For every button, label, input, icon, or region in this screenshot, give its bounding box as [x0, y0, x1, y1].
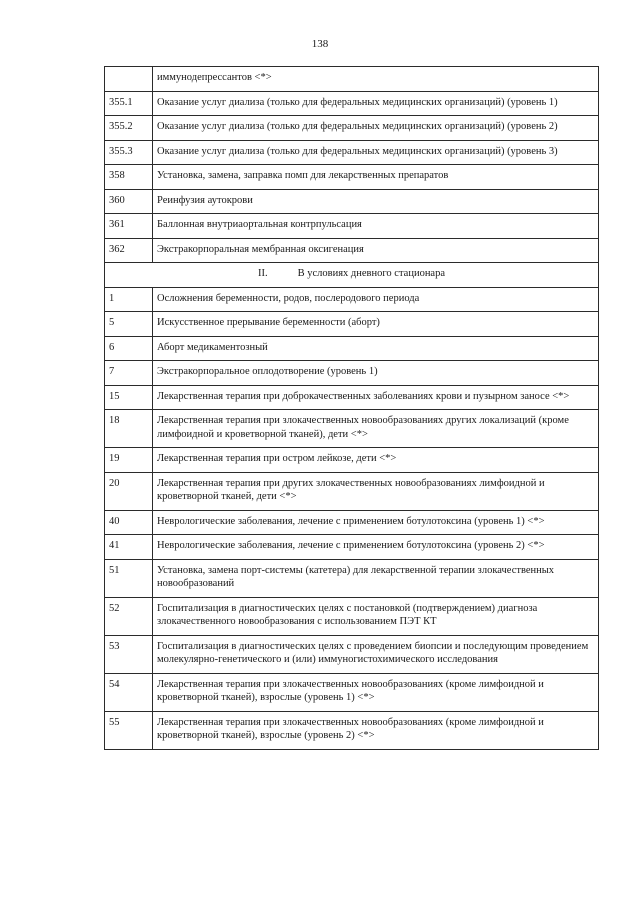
row-code: 20: [105, 472, 153, 510]
row-code: 362: [105, 238, 153, 263]
row-code: 40: [105, 510, 153, 535]
row-text: Лекарственная терапия при остром лейкозе, дети <*>: [153, 448, 599, 473]
row-code: 52: [105, 597, 153, 635]
table-row: [105, 472, 599, 510]
table-row: [105, 635, 599, 673]
row-text: Искусственное прерывание беременности (аборт): [153, 312, 599, 337]
table-body-part2: [105, 287, 599, 749]
row-code: [105, 67, 153, 92]
table-row: [105, 410, 599, 448]
row-code: 355.2: [105, 116, 153, 141]
table-row: [105, 711, 599, 749]
table-row: [105, 535, 599, 560]
table-row: [105, 510, 599, 535]
row-code: 6: [105, 336, 153, 361]
table-row: [105, 559, 599, 597]
table-row: [105, 189, 599, 214]
row-code: 51: [105, 559, 153, 597]
row-text: Лекарственная терапия при злокачественных новообразованиях других локализаций (кроме лимфоидной и кроветворной тканей), дети <*>: [153, 410, 599, 448]
row-text: Госпитализация в диагностических целях с постановкой (подтверждением) диагноза злокачественного новообразования с использованием ПЭТ КТ: [153, 597, 599, 635]
row-code: 358: [105, 165, 153, 190]
table-row: [105, 287, 599, 312]
row-code: 7: [105, 361, 153, 386]
table-row: [105, 116, 599, 141]
row-code: 41: [105, 535, 153, 560]
row-code: 19: [105, 448, 153, 473]
row-code: 360: [105, 189, 153, 214]
table-row: [105, 214, 599, 239]
row-code: 1: [105, 287, 153, 312]
table-row: [105, 91, 599, 116]
table-row: [105, 238, 599, 263]
table-row: [105, 336, 599, 361]
section-number: II.: [257, 268, 268, 279]
row-text: Установка, замена, заправка помп для лекарственных препаратов: [153, 165, 599, 190]
row-text: Оказание услуг диализа (только для федеральных медицинских организаций) (уровень 1): [153, 91, 599, 116]
row-text: Аборт медикаментозный: [153, 336, 599, 361]
row-code: 53: [105, 635, 153, 673]
row-code: 355.3: [105, 140, 153, 165]
row-text: Лекарственная терапия при доброкачественных заболеваниях крови и пузырном заносе <*>: [153, 385, 599, 410]
row-code: 54: [105, 673, 153, 711]
row-code: 361: [105, 214, 153, 239]
table-row: [105, 361, 599, 386]
table-row: [105, 165, 599, 190]
row-text: Оказание услуг диализа (только для федеральных медицинских организаций) (уровень 2): [153, 116, 599, 141]
row-text: Осложнения беременности, родов, послеродового периода: [153, 287, 599, 312]
table-row: [105, 597, 599, 635]
row-code: 18: [105, 410, 153, 448]
table-row: [105, 67, 599, 92]
table-row: [105, 312, 599, 337]
row-code: 55: [105, 711, 153, 749]
tariff-table: [104, 66, 599, 750]
row-text: Экстракорпоральная мембранная оксигенация: [153, 238, 599, 263]
table-row: [105, 448, 599, 473]
row-text: Лекарственная терапия при других злокачественных новообразованиях лимфоидной и кроветворной тканей, дети <*>: [153, 472, 599, 510]
row-text: Лекарственная терапия при злокачественных новообразованиях (кроме лимфоидной и кроветворной тканей), взрослые (уровень 2) <*>: [153, 711, 599, 749]
section-title: В условиях дневного стационара: [297, 268, 446, 279]
row-code: 355.1: [105, 91, 153, 116]
row-text: Лекарственная терапия при злокачественных новообразованиях (кроме лимфоидной и кроветворной тканей), взрослые (уровень 1) <*>: [153, 673, 599, 711]
section-cell: [105, 263, 599, 288]
table-row: [105, 140, 599, 165]
table-row: [105, 385, 599, 410]
row-text: Экстракорпоральное оплодотворение (уровень 1): [153, 361, 599, 386]
row-text: Оказание услуг диализа (только для федеральных медицинских организаций) (уровень 3): [153, 140, 599, 165]
row-code: 5: [105, 312, 153, 337]
table-body-part1: [105, 67, 599, 263]
row-text: Госпитализация в диагностических целях с проведением биопсии и последующим проведением молекулярно-генетического и (или) иммуногистохимического исследования: [153, 635, 599, 673]
row-text: Неврологические заболевания, лечение с применением ботулотоксина (уровень 2) <*>: [153, 535, 599, 560]
row-text: Реинфузия аутокрови: [153, 189, 599, 214]
section-header: [105, 263, 599, 288]
row-code: 15: [105, 385, 153, 410]
row-text: Установка, замена порт-системы (катетера) для лекарственной терапии злокачественных новообразований: [153, 559, 599, 597]
table-row: [105, 673, 599, 711]
row-text: Неврологические заболевания, лечение с применением ботулотоксина (уровень 1) <*>: [153, 510, 599, 535]
row-text: иммунодепрессантов <*>: [153, 67, 599, 92]
row-text: Баллонная внутриаортальная контрпульсация: [153, 214, 599, 239]
page-number: 138: [311, 38, 329, 50]
section-row: [105, 263, 599, 288]
